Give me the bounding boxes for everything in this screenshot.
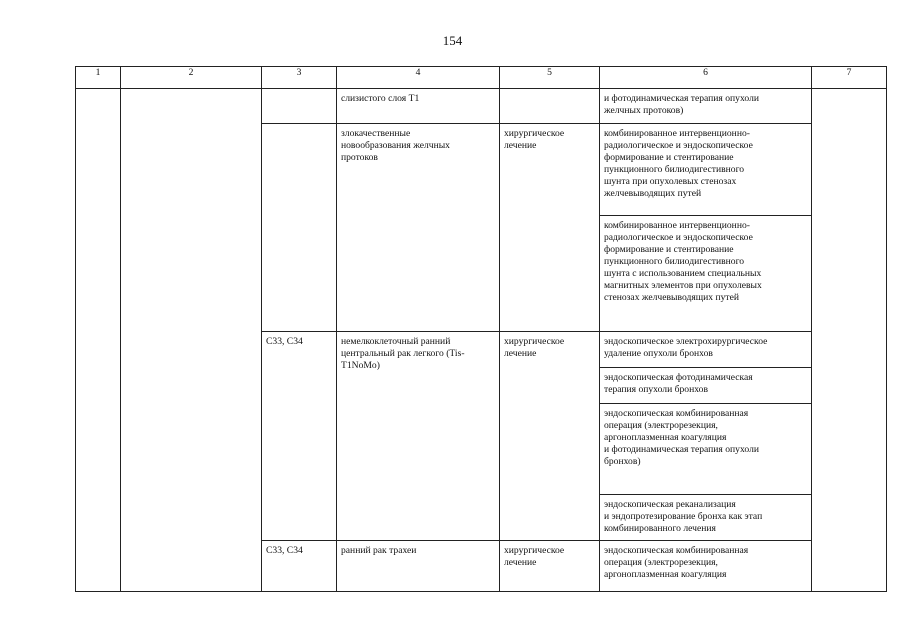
cell-col4 [337,89,500,124]
header-row [76,67,887,89]
cell-col5 [500,332,600,541]
cell-text [262,124,336,128]
procedure-text: эндоскопическая реканализация и эндопротезирование бронха как этап комбинированного лечения [604,499,763,534]
procedure-text: эндоскопическое электрохирургическое удаление опухоли бронхов [604,336,768,359]
procedure-cell [600,368,811,404]
cell-col7 [812,89,887,592]
table-row [76,89,887,124]
header-cell-3: 3 [262,67,337,89]
cell-col3 [262,89,337,124]
cell-col3 [262,332,337,541]
procedure-item [600,404,811,495]
cell-col6 [600,124,812,332]
cell-col1 [76,89,121,592]
cell-col4 [337,124,500,332]
cell-text: злокачественные новообразования желчных протоков [341,128,450,163]
header-cell-7: 7 [812,67,887,89]
procedure-text: и фотодинамическая терапия опухоли желчных протоков) [604,93,759,116]
page-number: 154 [442,33,463,48]
procedure-item [600,495,811,541]
cell-text [262,89,336,93]
cell-text: немелкоклеточный ранний центральный рак легкого (Tis- T1NoMo) [341,336,465,371]
cell-text [500,89,599,93]
procedure-text: комбинированное интервенционно- радиологическое и эндоскопическое формирование и стентирование пункционного билиодигестивного шунта с использованием специальных магнитных элементов при опухолевых стенозах желчевыводящих путей [604,220,762,303]
procedure-cell [600,404,811,495]
cell-text: слизистого слоя T1 [341,93,420,104]
procedure-cell [600,332,811,368]
cell-text: хирургическое лечение [504,128,565,151]
header-cell-2: 2 [121,67,262,89]
procedure-cell [600,89,811,123]
procedure-item [600,216,811,332]
procedure-cell [600,495,811,541]
header-cell-4: 4 [337,67,500,89]
procedure-item [600,89,811,123]
procedure-text: комбинированное интервенционно- радиологическое и эндоскопическое формирование и стентирование пункционного билиодигестивного шунта при опухолевых стенозах желчевыводящих путей [604,128,753,199]
procedure-text: эндоскопическая комбинированная операция (электрорезекция, аргоноплазменная коагуляция [604,545,749,580]
cell-col6 [600,332,812,541]
cell-col3 [262,541,337,592]
procedure-text: эндоскопическая фотодинамическая терапия опухоли бронхов [604,372,753,395]
header-cell-5: 5 [500,67,600,89]
cell-col5 [500,89,600,124]
cell-col6 [600,541,812,592]
cell-col5 [500,541,600,592]
cell-text: ранний рак трахеи [341,545,417,556]
procedure-item [600,332,811,368]
cell-col2 [121,89,262,592]
cell-col4 [337,332,500,541]
cell-col5 [500,124,600,332]
cell-col4 [337,541,500,592]
cell-text: C33, C34 [266,336,303,347]
procedure-item [600,368,811,404]
procedure-list [600,124,811,331]
cell-text: хирургическое лечение [504,336,565,359]
procedure-cell [600,541,811,591]
procedure-text: эндоскопическая комбинированная операция (электрорезекция, аргоноплазменная коагуляция и фотодинамическая терапия опухоли бронхов) [604,408,759,467]
cell-col3 [262,124,337,332]
procedure-item [600,541,811,591]
procedure-list [600,332,811,540]
cell-text: хирургическое лечение [504,545,565,568]
procedure-list [600,541,811,591]
header-cell-1: 1 [76,67,121,89]
header-cell-6: 6 [600,67,812,89]
procedure-cell [600,216,811,332]
cell-text: C33, C34 [266,545,303,556]
procedure-item [600,124,811,216]
procedure-cell [600,124,811,216]
document-table [75,66,887,592]
procedure-list [600,89,811,123]
cell-col6 [600,89,812,124]
